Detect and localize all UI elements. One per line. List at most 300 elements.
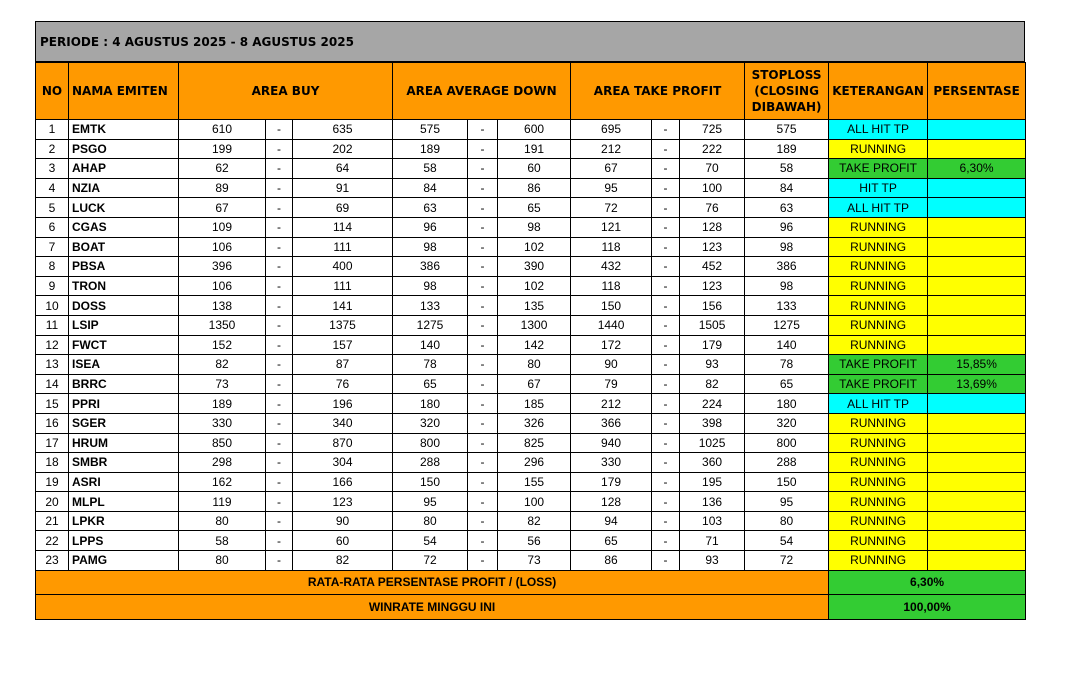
avg-dash: - bbox=[468, 315, 498, 335]
status-cell: RUNNING bbox=[829, 335, 928, 355]
row-no: 6 bbox=[36, 217, 69, 237]
winrate-row bbox=[36, 595, 1026, 620]
emiten-name: LUCK bbox=[69, 198, 179, 218]
avg-low: 1275 bbox=[393, 315, 468, 335]
buy-dash: - bbox=[266, 511, 293, 531]
avg-low: 54 bbox=[393, 531, 468, 551]
buy-high: 304 bbox=[293, 453, 393, 473]
buy-dash: - bbox=[266, 237, 293, 257]
buy-low: 80 bbox=[179, 511, 266, 531]
emiten-name: PPRI bbox=[69, 394, 179, 414]
tp-low: 172 bbox=[571, 335, 652, 355]
stoploss: 140 bbox=[745, 335, 829, 355]
tp-low: 67 bbox=[571, 159, 652, 179]
table-row bbox=[36, 413, 1026, 433]
table-row bbox=[36, 139, 1026, 159]
buy-low: 610 bbox=[179, 120, 266, 140]
buy-dash: - bbox=[266, 374, 293, 394]
avg-low: 96 bbox=[393, 217, 468, 237]
emiten-name: SGER bbox=[69, 413, 179, 433]
emiten-name: BOAT bbox=[69, 237, 179, 257]
stoploss: 63 bbox=[745, 198, 829, 218]
tp-high: 452 bbox=[680, 257, 745, 277]
percentage-cell bbox=[928, 335, 1026, 355]
table-row bbox=[36, 394, 1026, 414]
percentage-cell bbox=[928, 511, 1026, 531]
stoploss: 288 bbox=[745, 453, 829, 473]
tp-dash: - bbox=[652, 257, 680, 277]
header-area-take-profit: AREA TAKE PROFIT bbox=[571, 63, 745, 120]
buy-low: 396 bbox=[179, 257, 266, 277]
table-row bbox=[36, 355, 1026, 375]
row-no: 14 bbox=[36, 374, 69, 394]
stoploss: 72 bbox=[745, 551, 829, 571]
avg-low: 65 bbox=[393, 374, 468, 394]
status-cell: ALL HIT TP bbox=[829, 120, 928, 140]
tp-high: 128 bbox=[680, 217, 745, 237]
tp-dash: - bbox=[652, 159, 680, 179]
buy-dash: - bbox=[266, 276, 293, 296]
tp-high: 93 bbox=[680, 551, 745, 571]
avg-dash: - bbox=[468, 198, 498, 218]
avg-low: 320 bbox=[393, 413, 468, 433]
stoploss: 84 bbox=[745, 178, 829, 198]
status-cell: RUNNING bbox=[829, 413, 928, 433]
percentage-cell bbox=[928, 492, 1026, 512]
winrate-value: 100,00% bbox=[829, 595, 1026, 620]
table-row bbox=[36, 551, 1026, 571]
tp-high: 398 bbox=[680, 413, 745, 433]
row-no: 5 bbox=[36, 198, 69, 218]
tp-dash: - bbox=[652, 531, 680, 551]
buy-dash: - bbox=[266, 413, 293, 433]
tp-high: 103 bbox=[680, 511, 745, 531]
status-cell: RUNNING bbox=[829, 433, 928, 453]
buy-high: 870 bbox=[293, 433, 393, 453]
avg-dash: - bbox=[468, 217, 498, 237]
stoploss: 78 bbox=[745, 355, 829, 375]
tp-low: 128 bbox=[571, 492, 652, 512]
table-row bbox=[36, 257, 1026, 277]
buy-dash: - bbox=[266, 257, 293, 277]
avg-dash: - bbox=[468, 492, 498, 512]
buy-high: 90 bbox=[293, 511, 393, 531]
avg-high: 73 bbox=[498, 551, 571, 571]
avg-low: 140 bbox=[393, 335, 468, 355]
table-row bbox=[36, 159, 1026, 179]
avg-high: 100 bbox=[498, 492, 571, 512]
status-cell: RUNNING bbox=[829, 551, 928, 571]
status-cell: RUNNING bbox=[829, 257, 928, 277]
buy-low: 850 bbox=[179, 433, 266, 453]
avg-low: 150 bbox=[393, 472, 468, 492]
avg-low: 58 bbox=[393, 159, 468, 179]
row-no: 23 bbox=[36, 551, 69, 571]
avg-high: 825 bbox=[498, 433, 571, 453]
tp-high: 725 bbox=[680, 120, 745, 140]
stoploss: 189 bbox=[745, 139, 829, 159]
avg-dash: - bbox=[468, 433, 498, 453]
tp-low: 65 bbox=[571, 531, 652, 551]
tp-high: 156 bbox=[680, 296, 745, 316]
avg-high: 326 bbox=[498, 413, 571, 433]
avg-dash: - bbox=[468, 511, 498, 531]
buy-high: 340 bbox=[293, 413, 393, 433]
tp-low: 118 bbox=[571, 237, 652, 257]
avg-dash: - bbox=[468, 413, 498, 433]
avg-low: 84 bbox=[393, 178, 468, 198]
tp-low: 212 bbox=[571, 139, 652, 159]
tp-low: 366 bbox=[571, 413, 652, 433]
table-row bbox=[36, 433, 1026, 453]
tp-dash: - bbox=[652, 237, 680, 257]
row-no: 4 bbox=[36, 178, 69, 198]
avg-high: 82 bbox=[498, 511, 571, 531]
emiten-name: LSIP bbox=[69, 315, 179, 335]
avg-low: 95 bbox=[393, 492, 468, 512]
percentage-cell bbox=[928, 276, 1026, 296]
buy-low: 106 bbox=[179, 237, 266, 257]
avg-dash: - bbox=[468, 276, 498, 296]
tp-high: 123 bbox=[680, 237, 745, 257]
tp-dash: - bbox=[652, 472, 680, 492]
tp-dash: - bbox=[652, 315, 680, 335]
tp-low: 1440 bbox=[571, 315, 652, 335]
status-cell: RUNNING bbox=[829, 453, 928, 473]
emiten-name: BRRC bbox=[69, 374, 179, 394]
percentage-cell bbox=[928, 217, 1026, 237]
emiten-name: PAMG bbox=[69, 551, 179, 571]
avg-low: 386 bbox=[393, 257, 468, 277]
buy-high: 123 bbox=[293, 492, 393, 512]
stoploss: 96 bbox=[745, 217, 829, 237]
tp-low: 121 bbox=[571, 217, 652, 237]
row-no: 16 bbox=[36, 413, 69, 433]
tp-low: 79 bbox=[571, 374, 652, 394]
percentage-cell bbox=[928, 531, 1026, 551]
buy-low: 62 bbox=[179, 159, 266, 179]
table-row bbox=[36, 492, 1026, 512]
stoploss: 98 bbox=[745, 276, 829, 296]
tp-high: 179 bbox=[680, 335, 745, 355]
avg-low: 189 bbox=[393, 139, 468, 159]
avg-high: 60 bbox=[498, 159, 571, 179]
buy-high: 400 bbox=[293, 257, 393, 277]
row-no: 20 bbox=[36, 492, 69, 512]
buy-low: 58 bbox=[179, 531, 266, 551]
buy-dash: - bbox=[266, 178, 293, 198]
row-no: 9 bbox=[36, 276, 69, 296]
buy-dash: - bbox=[266, 453, 293, 473]
emiten-name: SMBR bbox=[69, 453, 179, 473]
period-title: PERIODE : 4 AGUSTUS 2025 - 8 AGUSTUS 2025 bbox=[35, 21, 1025, 62]
buy-low: 80 bbox=[179, 551, 266, 571]
buy-low: 73 bbox=[179, 374, 266, 394]
stoploss: 180 bbox=[745, 394, 829, 414]
status-cell: ALL HIT TP bbox=[829, 198, 928, 218]
tp-dash: - bbox=[652, 511, 680, 531]
buy-high: 141 bbox=[293, 296, 393, 316]
row-no: 10 bbox=[36, 296, 69, 316]
status-cell: TAKE PROFIT bbox=[829, 355, 928, 375]
emiten-name: HRUM bbox=[69, 433, 179, 453]
percentage-cell bbox=[928, 120, 1026, 140]
tp-low: 118 bbox=[571, 276, 652, 296]
tp-dash: - bbox=[652, 335, 680, 355]
percentage-cell bbox=[928, 413, 1026, 433]
avg-high: 296 bbox=[498, 453, 571, 473]
tp-dash: - bbox=[652, 374, 680, 394]
percentage-cell bbox=[928, 551, 1026, 571]
header-persentase: PERSENTASE bbox=[928, 63, 1026, 120]
stoploss: 1275 bbox=[745, 315, 829, 335]
buy-dash: - bbox=[266, 120, 293, 140]
tp-high: 70 bbox=[680, 159, 745, 179]
tp-dash: - bbox=[652, 120, 680, 140]
avg-high: 65 bbox=[498, 198, 571, 218]
percentage-cell bbox=[928, 394, 1026, 414]
tp-dash: - bbox=[652, 178, 680, 198]
status-cell: RUNNING bbox=[829, 296, 928, 316]
avg-low: 98 bbox=[393, 276, 468, 296]
stoploss: 95 bbox=[745, 492, 829, 512]
avg-high: 56 bbox=[498, 531, 571, 551]
avg-low: 78 bbox=[393, 355, 468, 375]
emiten-name: ISEA bbox=[69, 355, 179, 375]
emiten-name: LPPS bbox=[69, 531, 179, 551]
buy-high: 82 bbox=[293, 551, 393, 571]
buy-high: 114 bbox=[293, 217, 393, 237]
avg-dash: - bbox=[468, 453, 498, 473]
table-row bbox=[36, 374, 1026, 394]
row-no: 15 bbox=[36, 394, 69, 414]
percentage-cell: 15,85% bbox=[928, 355, 1026, 375]
avg-high: 86 bbox=[498, 178, 571, 198]
table-body bbox=[36, 120, 1026, 571]
avg-dash: - bbox=[468, 394, 498, 414]
emiten-name: FWCT bbox=[69, 335, 179, 355]
header-area-buy: AREA BUY bbox=[179, 63, 393, 120]
stoploss: 98 bbox=[745, 237, 829, 257]
row-no: 21 bbox=[36, 511, 69, 531]
percentage-cell bbox=[928, 237, 1026, 257]
avg-high: 390 bbox=[498, 257, 571, 277]
buy-dash: - bbox=[266, 551, 293, 571]
buy-high: 69 bbox=[293, 198, 393, 218]
avg-high: 67 bbox=[498, 374, 571, 394]
avg-high: 98 bbox=[498, 217, 571, 237]
avg-high: 135 bbox=[498, 296, 571, 316]
tp-dash: - bbox=[652, 139, 680, 159]
percentage-cell bbox=[928, 433, 1026, 453]
buy-low: 199 bbox=[179, 139, 266, 159]
status-cell: RUNNING bbox=[829, 276, 928, 296]
tp-high: 1505 bbox=[680, 315, 745, 335]
tp-dash: - bbox=[652, 296, 680, 316]
buy-low: 109 bbox=[179, 217, 266, 237]
header-keterangan: KETERANGAN bbox=[829, 63, 928, 120]
tp-low: 330 bbox=[571, 453, 652, 473]
avg-high: 142 bbox=[498, 335, 571, 355]
buy-dash: - bbox=[266, 433, 293, 453]
buy-dash: - bbox=[266, 394, 293, 414]
buy-low: 67 bbox=[179, 198, 266, 218]
table-row bbox=[36, 296, 1026, 316]
avg-dash: - bbox=[468, 237, 498, 257]
winrate-label: WINRATE MINGGU INI bbox=[36, 595, 829, 620]
row-no: 13 bbox=[36, 355, 69, 375]
tp-low: 432 bbox=[571, 257, 652, 277]
status-cell: RUNNING bbox=[829, 511, 928, 531]
status-cell: RUNNING bbox=[829, 531, 928, 551]
buy-dash: - bbox=[266, 159, 293, 179]
status-cell: RUNNING bbox=[829, 217, 928, 237]
tp-low: 940 bbox=[571, 433, 652, 453]
status-cell: RUNNING bbox=[829, 139, 928, 159]
table-row bbox=[36, 315, 1026, 335]
tp-high: 93 bbox=[680, 355, 745, 375]
buy-dash: - bbox=[266, 217, 293, 237]
buy-high: 76 bbox=[293, 374, 393, 394]
header-no: NO bbox=[36, 63, 69, 120]
buy-high: 111 bbox=[293, 276, 393, 296]
buy-dash: - bbox=[266, 472, 293, 492]
buy-dash: - bbox=[266, 296, 293, 316]
tp-low: 90 bbox=[571, 355, 652, 375]
avg-high: 80 bbox=[498, 355, 571, 375]
tp-low: 212 bbox=[571, 394, 652, 414]
tp-low: 179 bbox=[571, 472, 652, 492]
stoploss: 575 bbox=[745, 120, 829, 140]
emiten-name: ASRI bbox=[69, 472, 179, 492]
tp-dash: - bbox=[652, 551, 680, 571]
average-value: 6,30% bbox=[829, 570, 1026, 595]
avg-dash: - bbox=[468, 551, 498, 571]
tp-high: 76 bbox=[680, 198, 745, 218]
tp-high: 1025 bbox=[680, 433, 745, 453]
buy-low: 298 bbox=[179, 453, 266, 473]
buy-low: 1350 bbox=[179, 315, 266, 335]
stoploss: 80 bbox=[745, 511, 829, 531]
percentage-cell bbox=[928, 178, 1026, 198]
percentage-cell bbox=[928, 257, 1026, 277]
buy-high: 157 bbox=[293, 335, 393, 355]
buy-dash: - bbox=[266, 198, 293, 218]
stoploss: 386 bbox=[745, 257, 829, 277]
stoploss: 800 bbox=[745, 433, 829, 453]
tp-dash: - bbox=[652, 453, 680, 473]
table-row bbox=[36, 531, 1026, 551]
buy-high: 1375 bbox=[293, 315, 393, 335]
emiten-name: TRON bbox=[69, 276, 179, 296]
buy-high: 91 bbox=[293, 178, 393, 198]
avg-high: 1300 bbox=[498, 315, 571, 335]
avg-dash: - bbox=[468, 472, 498, 492]
avg-low: 133 bbox=[393, 296, 468, 316]
avg-dash: - bbox=[468, 257, 498, 277]
tp-low: 72 bbox=[571, 198, 652, 218]
avg-low: 575 bbox=[393, 120, 468, 140]
table-row bbox=[36, 511, 1026, 531]
tp-high: 360 bbox=[680, 453, 745, 473]
table-row bbox=[36, 335, 1026, 355]
tp-dash: - bbox=[652, 394, 680, 414]
tp-high: 71 bbox=[680, 531, 745, 551]
tp-dash: - bbox=[652, 355, 680, 375]
tp-dash: - bbox=[652, 413, 680, 433]
percentage-cell: 6,30% bbox=[928, 159, 1026, 179]
emiten-name: PSGO bbox=[69, 139, 179, 159]
status-cell: ALL HIT TP bbox=[829, 394, 928, 414]
buy-dash: - bbox=[266, 315, 293, 335]
buy-high: 202 bbox=[293, 139, 393, 159]
tp-dash: - bbox=[652, 198, 680, 218]
average-row bbox=[36, 570, 1026, 595]
buy-high: 64 bbox=[293, 159, 393, 179]
buy-high: 87 bbox=[293, 355, 393, 375]
avg-low: 180 bbox=[393, 394, 468, 414]
percentage-cell: 13,69% bbox=[928, 374, 1026, 394]
header-nama-emiten: NAMA EMITEN bbox=[69, 63, 179, 120]
avg-dash: - bbox=[468, 374, 498, 394]
status-cell: RUNNING bbox=[829, 315, 928, 335]
emiten-name: AHAP bbox=[69, 159, 179, 179]
avg-low: 800 bbox=[393, 433, 468, 453]
status-cell: TAKE PROFIT bbox=[829, 374, 928, 394]
avg-low: 98 bbox=[393, 237, 468, 257]
percentage-cell bbox=[928, 472, 1026, 492]
status-cell: TAKE PROFIT bbox=[829, 159, 928, 179]
tp-high: 100 bbox=[680, 178, 745, 198]
tp-low: 695 bbox=[571, 120, 652, 140]
stoploss: 320 bbox=[745, 413, 829, 433]
buy-low: 82 bbox=[179, 355, 266, 375]
row-no: 18 bbox=[36, 453, 69, 473]
buy-high: 635 bbox=[293, 120, 393, 140]
row-no: 7 bbox=[36, 237, 69, 257]
row-no: 11 bbox=[36, 315, 69, 335]
buy-low: 119 bbox=[179, 492, 266, 512]
emiten-name: EMTK bbox=[69, 120, 179, 140]
avg-dash: - bbox=[468, 159, 498, 179]
buy-low: 138 bbox=[179, 296, 266, 316]
spreadsheet bbox=[35, 21, 1025, 620]
buy-low: 152 bbox=[179, 335, 266, 355]
buy-dash: - bbox=[266, 335, 293, 355]
tp-high: 136 bbox=[680, 492, 745, 512]
header-stoploss: STOPLOSS (CLOSING DIBAWAH) bbox=[745, 63, 829, 120]
row-no: 17 bbox=[36, 433, 69, 453]
avg-dash: - bbox=[468, 120, 498, 140]
buy-high: 196 bbox=[293, 394, 393, 414]
percentage-cell bbox=[928, 139, 1026, 159]
row-no: 8 bbox=[36, 257, 69, 277]
buy-dash: - bbox=[266, 531, 293, 551]
buy-low: 89 bbox=[179, 178, 266, 198]
tp-dash: - bbox=[652, 217, 680, 237]
table-row bbox=[36, 276, 1026, 296]
row-no: 2 bbox=[36, 139, 69, 159]
row-no: 19 bbox=[36, 472, 69, 492]
avg-low: 72 bbox=[393, 551, 468, 571]
avg-high: 155 bbox=[498, 472, 571, 492]
tp-low: 86 bbox=[571, 551, 652, 571]
avg-dash: - bbox=[468, 335, 498, 355]
row-no: 1 bbox=[36, 120, 69, 140]
average-label: RATA-RATA PERSENTASE PROFIT / (LOSS) bbox=[36, 570, 829, 595]
emiten-name: NZIA bbox=[69, 178, 179, 198]
avg-dash: - bbox=[468, 355, 498, 375]
